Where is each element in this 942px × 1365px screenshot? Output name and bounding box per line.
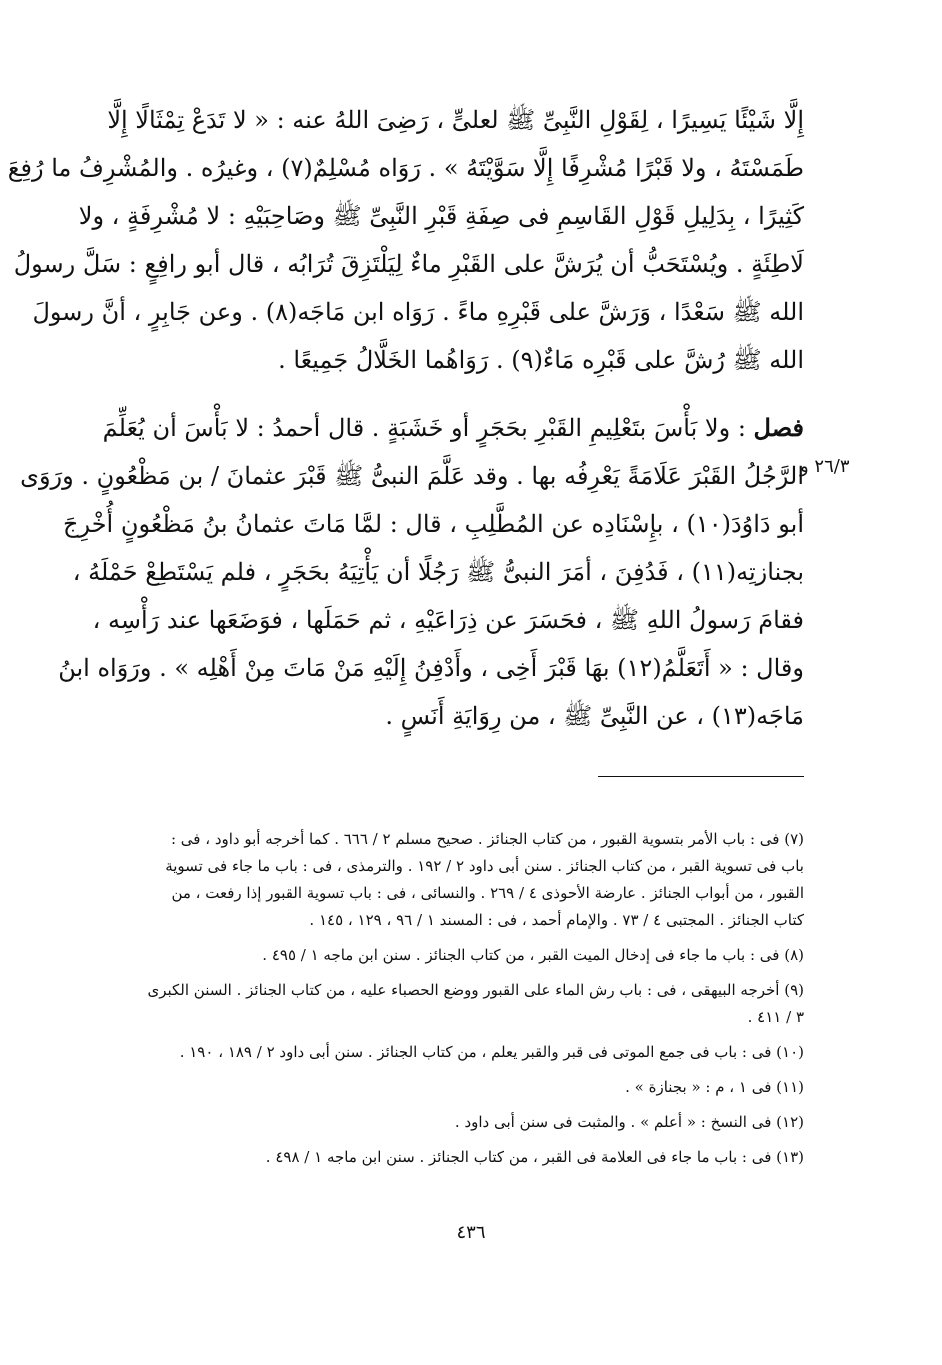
footnote-line: ٣ / ٤١١ . (747, 1008, 804, 1026)
footnote-line: (١١) فى ١ ، م : « بجنازة » . (625, 1078, 804, 1096)
page-number: ٤٣٦ (456, 1222, 486, 1243)
text-segment: : ولا بَأْسَ بتَعْلِيمِ القَبْرِ بحَجَرٍ أو خَشَبَةٍ . قال أحمدُ : لا بَأْسَ أن يُعَلِّمَ (102, 414, 754, 442)
text-line: أبو دَاوُدَ(١٠) ، بإِسْنَادِه عن المُطَّلِبِ ، قال : لمَّا مَاتَ عثمانُ بنُ مَظْعُونٍ أُخْرِجَ (62, 510, 804, 538)
footnote-13 (128, 1144, 804, 1171)
text-line: لَاطِئَةٍ . ويُسْتَحَبُّ أن يُرَشَّ على القَبْرِ ماءٌ لِيَلْتَزِقَ تُرَابُه ، قال أبو رافِعٍ : سَلَّ رسولُ (13, 250, 804, 278)
text-line: الله ﷺ رُشَّ على قَبْرِه مَاءٌ(٩) . رَوَاهُما الخَلَّالُ جَمِيعًا . (278, 346, 804, 374)
footnote-line: (١٢) فى النسخ : « أعلم » . والمثبت فى سنن أبى داود . (454, 1113, 804, 1131)
footnote-divider (598, 776, 804, 777)
margin-reference: ٢٦/٣ و (800, 456, 850, 477)
footnote-12 (128, 1109, 804, 1136)
footnote-line: (١٠) فى : باب فى جمع الموتى فى قبر والقبر يعلم ، من كتاب الجنائز . سنن أبى داود ٢ / ١٨٩ ، ١٩٠ . (179, 1043, 804, 1061)
paragraph-1 (7, 96, 804, 384)
paragraph-2 (20, 404, 804, 740)
footnote-10 (128, 1039, 804, 1066)
text-line: طَمَسْتَهُ ، ولا قَبْرًا مُشْرِفًا إِلَّا سَوَّيْتَهُ » . رَوَاه مُسْلِمٌ(٧) ، وغيرُه . والمُشْرِفُ ما رُفِعَ (7, 154, 804, 182)
text-line: كَثِيرًا ، بِدَلِيلِ قَوْلِ القَاسِمِ فى صِفَةِ قَبْرِ النَّبِىِّ ﷺ وصَاحِبَيْهِ : لا مُشْرِفَةٍ ، ولا (78, 202, 804, 230)
footnote-line: باب فى تسوية القبر ، من كتاب الجنائز . سنن أبى داود ٢ / ١٩٢ . والترمذى ، فى : باب ما جاء فى تسوية (165, 857, 804, 875)
text-line: الرَّجُلُ القَبْرَ عَلَامَةً يَعْرِفُه بها . وقد عَلَّمَ النبىُّ ﷺ قَبْرَ عثمانَ / بن مَظْعُونٍ . ورَوَى (20, 462, 804, 490)
footnote-7 (128, 826, 804, 934)
footnote-line: (٧) فى : باب الأمر بتسوية القبور ، من كتاب الجنائز . صحيح مسلم ٢ / ٦٦٦ . كما أخرجه أبو داود ، فى : (170, 830, 804, 848)
footnote-line: القبور ، من أبواب الجنائز . عارضة الأحوذى ٤ / ٢٦٩ . والنسائى ، فى : باب تسوية القبور إذا رفعت ، من (171, 884, 804, 902)
text-line: إِلَّا شَيْئًا يَسِيرًا ، لِقَوْلِ النَّبِىِّ ﷺ لعلىٍّ ، رَضِىَ اللهُ عنه : « لا تَدَعْ تِمْثَالًا إِلَّا (107, 106, 804, 134)
footnote-line: (٨) فى : باب ما جاء فى إدخال الميت القبر ، من كتاب الجنائز . سنن ابن ماجه ١ / ٤٩٥ . (262, 946, 804, 964)
text-line: فقامَ رَسولُ اللهِ ﷺ ، فحَسَرَ عن ذِرَاعَيْهِ ، ثم حَمَلَها ، فوَضَعَها عند رَأْسِه ، (92, 606, 804, 634)
footnote-11 (128, 1074, 804, 1101)
section-label: فصل (753, 413, 804, 442)
text-line: بجنازتِه(١١) ، فَدُفِنَ ، أمَرَ النبىُّ ﷺ رَجُلًا أن يَأْتِيَهُ بحَجَرٍ ، فلم يَسْتَطِعْ حَمْلَهُ ، (72, 558, 804, 586)
footnote-line: (١٣) فى : باب ما جاء فى العلامة فى القبر ، من كتاب الجنائز . سنن ابن ماجه ١ / ٤٩٨ . (265, 1148, 804, 1166)
footnote-line: (٩) أخرجه البيهقى ، فى : باب رش الماء على القبور ووضع الحصباء عليه ، من كتاب الجنائز . السنن الكبرى (147, 981, 804, 999)
footnote-line: كتاب الجنائز . المجتبى ٤ / ٧٣ . والإمام أحمد ، فى : المسند ١ / ٩٦ ، ١٢٩ ، ١٤٥ . (309, 911, 804, 929)
text-line: مَاجَه(١٣) ، عن النَّبِىِّ ﷺ ، من رِوَايَةِ أَنَسٍ . (385, 702, 804, 730)
footnote-8 (128, 942, 804, 969)
text-line: وقال : « أَتَعَلَّمُ(١٢) بهَا قَبْرَ أَخِى ، وأَدْفِنُ إِلَيْهِ مَنْ مَاتَ مِنْ أَهْلِه » . ورَوَاه ابنُ (58, 654, 804, 682)
footnote-9 (128, 977, 804, 1031)
text-line: الله ﷺ سَعْدًا ، وَرَشَّ على قَبْرِهِ ماءً . رَوَاه ابن مَاجَه(٨) . وعن جَابِرٍ ، أنَّ رسولَ (32, 298, 804, 326)
footnotes (128, 826, 804, 1179)
text-line (102, 404, 804, 452)
